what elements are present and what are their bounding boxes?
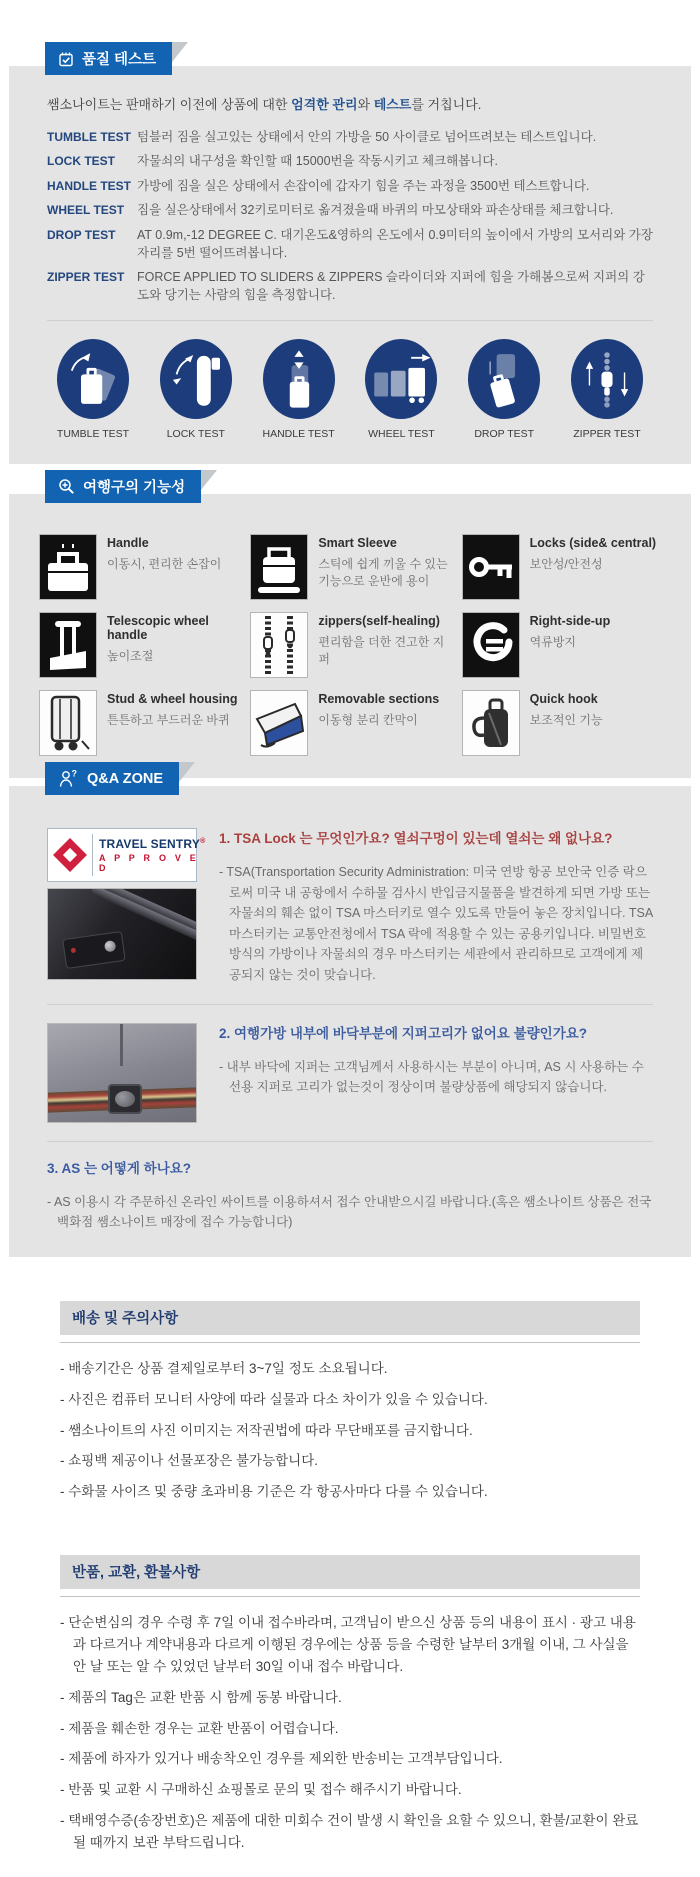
magnifier-plus-icon bbox=[58, 478, 75, 495]
feature-text bbox=[107, 612, 238, 678]
stud-wheel-housing-icon bbox=[39, 690, 97, 756]
intro-bold-test: 테스트 bbox=[373, 97, 412, 112]
drop-test-icon bbox=[468, 339, 540, 419]
qna-3-answer: - AS 이용시 각 주문하신 온라인 싸이트를 이용하셔서 접수 안내받으시길 바랍니다.(혹은 쌤소나이트 상품은 전국 백화점 쌤소나이트 매장에 접수 가능합니다) bbox=[47, 1194, 652, 1230]
test-name: HANDLE TEST bbox=[47, 178, 131, 193]
locks-icon bbox=[462, 534, 520, 600]
divider bbox=[47, 320, 653, 321]
feature-text bbox=[107, 534, 221, 600]
list-item: - 단순변심의 경우 수령 후 7일 이내 접수바라며, 고객님이 받으신 상품 등의 내용이 표시 · 광고 내용과 다르거나 계약내용과 다르게 이행된 경우에는 상품 등을 수령한 날부터 3개월 이내, 그 사실을 안 날 또는 알 수 있었던 날부터 30일 이내 접수 바랍니다. bbox=[60, 1615, 636, 1674]
features-badge bbox=[45, 470, 201, 503]
test-desc: 가방에 짐을 실은 상태에서 손잡이에 갑자기 힘을 주는 과정을 3500번 테스트합니다. bbox=[137, 178, 590, 193]
test-desc: 텀블러 짐을 실고있는 상태에서 안의 가방을 50 사이클로 넘어뜨려보는 테스트입니다. bbox=[137, 130, 597, 144]
test-icon-row bbox=[47, 339, 653, 440]
intro-bold-strict-management: 엄격한 관리 bbox=[291, 97, 358, 112]
divider bbox=[60, 1596, 640, 1597]
wheel-test-icon bbox=[365, 339, 437, 419]
features-section bbox=[9, 480, 691, 778]
feature-text bbox=[318, 690, 439, 756]
intro-text-2: 와 bbox=[357, 97, 374, 112]
svg-text:?: ? bbox=[71, 768, 77, 779]
feature-desc: 보조적인 기능 bbox=[529, 713, 603, 728]
feature-item bbox=[250, 690, 449, 756]
qna-2-question: 2. 여행가방 내부에 바닥부분에 지퍼고리가 없어요 불량인가요? bbox=[219, 1025, 588, 1041]
feature-item bbox=[250, 534, 449, 600]
qna-2-media bbox=[47, 1023, 197, 1123]
feature-text bbox=[530, 612, 611, 678]
test-row bbox=[47, 201, 653, 219]
feature-desc: 보안성/안전성 bbox=[529, 557, 603, 572]
test-icon-label: DROP TEST bbox=[474, 428, 535, 441]
test-icon-item bbox=[458, 339, 550, 440]
test-icon-item bbox=[355, 339, 447, 440]
feature-item bbox=[462, 612, 661, 678]
test-icon-label: HANDLE TEST bbox=[262, 428, 335, 441]
shipping-section-title: 배송 및 주의사항 bbox=[60, 1301, 640, 1335]
features-badge-label: 여행구의 기능성 bbox=[83, 480, 186, 497]
list-item: - 제품의 Tag은 교환 반품 시 함께 동봉 바랍니다. bbox=[60, 1689, 342, 1705]
travel-sentry-diamond-icon bbox=[48, 843, 92, 867]
list-item: - 택배영수증(송장번호)은 제품에 대한 미회수 건이 발생 시 확인을 요할 수 있으니, 환불/교환이 완료될 때까지 보관 부탁드립니다. bbox=[60, 1813, 639, 1851]
list-item: - 제품을 훼손한 경우는 교환 반품이 어렵습니다. bbox=[60, 1720, 339, 1736]
travel-sentry-logo bbox=[47, 828, 206, 882]
test-list bbox=[47, 128, 653, 304]
quality-test-badge bbox=[45, 42, 172, 75]
test-desc: AT 0.9m,-12 DEGREE C. 대기온도&영하의 온도에서 0.9미터의 높이에서 가방의 모서리와 가장자리를 5번 떨어뜨려봅니다. bbox=[137, 227, 653, 260]
handle-icon bbox=[39, 534, 97, 600]
tumble-test-icon bbox=[57, 339, 129, 419]
feature-item bbox=[250, 612, 449, 678]
feature-title: Stud & wheel housing bbox=[107, 692, 238, 707]
list-item: - 수화물 사이즈 및 중량 초과비용 기준은 각 항공사마다 다를 수 있습니다. bbox=[60, 1484, 488, 1500]
feature-title: Smart Sleeve bbox=[318, 536, 397, 551]
right-side-up-icon bbox=[462, 612, 520, 678]
feature-item bbox=[39, 690, 238, 756]
test-name: ZIPPER TEST bbox=[47, 269, 125, 284]
test-row bbox=[47, 177, 653, 195]
feature-desc: 튼튼하고 부드러운 바퀴 bbox=[107, 713, 230, 728]
feature-title: zippers(self-healing) bbox=[318, 614, 440, 629]
intro-text-1: 쌤소나이트는 판매하기 이전에 상품에 대한 bbox=[47, 97, 292, 112]
divider bbox=[47, 1004, 653, 1005]
list-item: - 제품에 하자가 있거나 배송착오인 경우를 제외한 반송비는 고객부담입니다. bbox=[60, 1751, 503, 1767]
test-row bbox=[47, 152, 653, 170]
feature-desc: 편리함을 더한 견고한 지퍼 bbox=[318, 635, 445, 667]
feature-desc: 높이조절 bbox=[107, 649, 154, 664]
feature-text bbox=[107, 690, 238, 756]
test-icon-item bbox=[150, 339, 242, 440]
quality-intro bbox=[47, 94, 653, 113]
test-name: TUMBLE TEST bbox=[47, 130, 131, 144]
list-item: - 반품 및 교환 시 구매하신 쇼핑몰로 문의 및 접수 해주시기 바랍니다. bbox=[60, 1782, 462, 1798]
quality-test-section bbox=[9, 52, 691, 464]
zipper-test-icon bbox=[571, 339, 643, 419]
qna-1-body bbox=[219, 828, 653, 986]
qna-1-question: 1. TSA Lock 는 무엇인가요? 열쇠구멍이 있는데 열쇠는 왜 없나요? bbox=[219, 831, 613, 847]
product-detail-page bbox=[0, 52, 700, 1877]
feature-text bbox=[530, 690, 603, 756]
feature-title: Handle bbox=[107, 536, 149, 551]
self-healing-zipper-icon bbox=[250, 612, 308, 678]
test-desc: FORCE APPLIED TO SLIDERS & ZIPPERS 슬라이더와 지퍼에 힘을 가해봄으로써 지퍼의 강도와 당기는 사람의 힘을 측정합니다. bbox=[137, 269, 645, 302]
feature-desc: 이동형 분리 칸막이 bbox=[318, 713, 418, 728]
feature-text bbox=[318, 612, 449, 678]
test-name: WHEEL TEST bbox=[47, 203, 125, 218]
test-icon-item bbox=[561, 339, 653, 440]
bag-interior-photo bbox=[47, 1023, 197, 1123]
feature-desc: 이동시, 편리한 손잡이 bbox=[107, 557, 222, 572]
test-name: DROP TEST bbox=[47, 227, 116, 242]
qna-badge-label: Q&A ZONE bbox=[87, 770, 163, 787]
returns-list bbox=[60, 1612, 640, 1854]
qna-item-2 bbox=[47, 1023, 653, 1123]
qna-1-answer: - TSA(Transportation Security Administration: 미국 연방 항공 보안국 인증 락으로써 미국 내 공항에서 수하물 검사시 반입금지물품을 발견하게 되면 가방 또는 자물쇠의 훼손 없이 TSA 마스터키로 열수 있도록 만들어 놓은 장치입니다. TSA 마스터키는 교통안전청에서 TSA 락에 적용할 수 있는 공용키입니다. 비밀번호 방식의 가방이나 자물쇠의 경우 마스터키는 세관에서 관리하므로 고객에게 제공되지 않는 것이 맞습니다. bbox=[219, 864, 653, 983]
registered-mark: ® bbox=[200, 838, 206, 846]
quick-hook-icon bbox=[462, 690, 520, 756]
feature-item bbox=[39, 612, 238, 678]
test-row bbox=[47, 268, 653, 304]
travel-sentry-text bbox=[92, 834, 205, 876]
test-row bbox=[47, 128, 653, 146]
feature-title: Quick hook bbox=[529, 692, 598, 707]
feature-item bbox=[462, 534, 661, 600]
list-item: - 쌤소나이트의 사진 이미지는 저작권법에 따라 무단배포를 금지합니다. bbox=[60, 1422, 473, 1438]
qna-section bbox=[9, 768, 691, 1257]
tsa-lock-photo bbox=[47, 888, 197, 980]
feature-text bbox=[530, 534, 656, 600]
feature-desc: 역류방지 bbox=[529, 635, 577, 650]
shipping-list bbox=[60, 1358, 640, 1503]
qna-item-1 bbox=[47, 828, 653, 986]
qna-item-3 bbox=[47, 1160, 653, 1233]
divider bbox=[47, 1141, 653, 1142]
feature-grid bbox=[39, 534, 661, 756]
test-icon-item bbox=[253, 339, 345, 440]
qna-1-media bbox=[47, 828, 206, 986]
feature-title: Locks (side& central) bbox=[529, 536, 657, 551]
test-row bbox=[47, 226, 653, 262]
travel-sentry-brand: TRAVEL SENTRY® bbox=[99, 837, 206, 852]
list-item: - 사진은 컴퓨터 모니터 사양에 따라 실물과 다소 차이가 있을 수 있습니다. bbox=[60, 1391, 488, 1407]
test-icon-item bbox=[47, 339, 139, 440]
feature-text bbox=[318, 534, 449, 600]
smart-sleeve-icon bbox=[250, 534, 308, 600]
qna-2-body bbox=[219, 1023, 653, 1123]
lock-test-icon bbox=[160, 339, 232, 419]
feature-item bbox=[39, 534, 238, 600]
person-question-icon bbox=[58, 769, 79, 789]
list-item: - 배송기간은 상품 결제일로부터 3~7일 정도 소요됩니다. bbox=[60, 1360, 388, 1376]
quality-test-badge-label: 품질 테스트 bbox=[82, 52, 157, 68]
test-icon-label: ZIPPER TEST bbox=[573, 428, 641, 441]
feature-item bbox=[462, 690, 661, 756]
divider bbox=[60, 1342, 640, 1343]
feature-title: Right-side-up bbox=[529, 614, 611, 629]
test-name: LOCK TEST bbox=[47, 154, 115, 169]
feature-title: Telescopic wheel handle bbox=[107, 614, 209, 643]
feature-title: Removable sections bbox=[318, 692, 440, 707]
test-desc: 자물쇠의 내구성을 확인할 때 15000번을 작동시키고 체크해봅니다. bbox=[137, 154, 498, 169]
feature-desc: 스틱에 쉽게 끼울 수 있는 기능으로 운반에 용이 bbox=[318, 557, 448, 589]
qna-2-answer: - 내부 바닥에 지퍼는 고객님께서 사용하시는 부분이 아니며, AS 시 사용하는 수선용 지퍼로 고리가 없는것이 정상이며 불량상품에 해당되지 않습니다. bbox=[219, 1059, 644, 1095]
list-item: - 쇼핑백 제공이나 선물포장은 불가능합니다. bbox=[60, 1453, 318, 1469]
removable-sections-icon bbox=[250, 690, 308, 756]
handle-test-icon bbox=[263, 339, 335, 419]
intro-text-3: 를 거칩니다. bbox=[411, 97, 482, 112]
checklist-icon bbox=[58, 51, 74, 67]
returns-section-title: 반품, 교환, 환불사항 bbox=[60, 1555, 640, 1589]
telescopic-wheel-handle-icon bbox=[39, 612, 97, 678]
test-icon-label: LOCK TEST bbox=[166, 428, 225, 441]
qna-badge bbox=[45, 762, 179, 795]
test-icon-label: TUMBLE TEST bbox=[56, 428, 130, 441]
test-icon-label: WHEEL TEST bbox=[368, 428, 435, 441]
test-desc: 짐을 실은상태에서 32키로미터로 옮겨졌을때 바퀴의 마모상태와 파손상태를 체크합니다. bbox=[137, 203, 614, 218]
returns-section bbox=[60, 1555, 640, 1854]
qna-3-question: 3. AS 는 어떻게 하나요? bbox=[47, 1160, 192, 1176]
travel-sentry-approved: A P P R O V E D bbox=[99, 853, 199, 874]
shipping-section bbox=[60, 1301, 640, 1503]
